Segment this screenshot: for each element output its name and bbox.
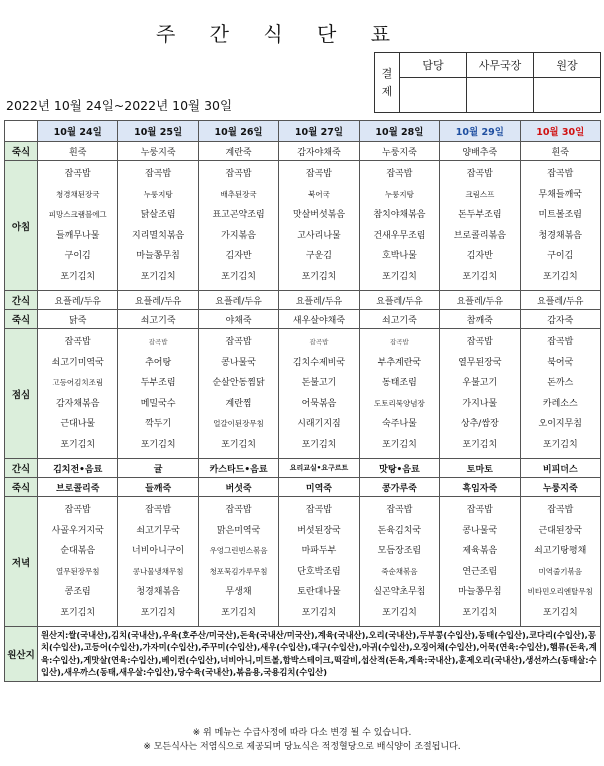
dinner-cell: [520, 497, 600, 627]
dinner-porridge-cell: 콩가루죽: [359, 478, 439, 497]
menu-item: 잡곡밥: [64, 169, 91, 179]
menu-item: 마늘쫑무침: [136, 251, 180, 261]
afternoon-snack-cell: 요리교실•요구르트: [279, 459, 359, 478]
menu-item: 가지나물: [462, 398, 498, 409]
footnote: ※ 모든식사는 저염식으로 제공되며 당뇨식은 적정혈당으로 배식양이 조절됩니다.: [143, 742, 461, 752]
menu-item: 호박나물: [382, 251, 417, 261]
menu-item: 포기김치: [382, 439, 417, 450]
menu-item: 쇠고기미역국: [51, 357, 104, 368]
menu-item: 사골우거지국: [51, 525, 104, 536]
table-corner: [5, 121, 38, 142]
menu-item: 누룽지탕: [384, 189, 414, 199]
menu-item: 가지볶음: [221, 230, 256, 241]
lunch-porridge-cell: 새우살야채죽: [279, 310, 359, 329]
menu-item: 우불고기: [462, 378, 498, 388]
menu-item: 모듬장조림: [377, 546, 422, 556]
menu-item: 포기김치: [542, 607, 578, 618]
menu-item: 청포묵김가루무침: [209, 566, 268, 576]
menu-item: 포기김치: [221, 607, 256, 618]
menu-item: 포기김치: [140, 271, 176, 282]
breakfast-cell: [198, 161, 278, 291]
lunch-porridge-cell: 닭죽: [38, 310, 118, 329]
menu-item: 얼갈이된장무침: [213, 419, 264, 428]
menu-item: 열무된장국: [458, 357, 502, 368]
menu-item: 잡곡밥: [305, 169, 333, 179]
approval-header-staff: 담당: [400, 53, 467, 78]
menu-item: 상추/쌈장: [460, 419, 499, 429]
menu-item: 포기김치: [60, 439, 96, 450]
breakfast-cell: [440, 161, 520, 291]
menu-item: 죽순채볶음: [381, 566, 418, 576]
lunch-cell: [279, 329, 359, 459]
menu-item: 콩나물국: [221, 357, 256, 368]
menu-item: 시래기지짐: [297, 419, 341, 429]
day-header-sunday: 10월 30일: [520, 121, 600, 142]
menu-item: 잡곡밥: [547, 169, 574, 179]
menu-item: 구이김: [64, 251, 91, 261]
menu-item: 마늘쫑무침: [458, 587, 502, 597]
menu-item: 깍두기: [145, 419, 172, 429]
menu-item: 잡곡밥: [309, 338, 329, 346]
afternoon-snack-cell: 귤: [118, 459, 198, 478]
menu-item: 들깨무나물: [55, 230, 100, 241]
menu-item: 잡곡밥: [64, 337, 91, 347]
menu-item: 잡곡밥: [389, 338, 409, 346]
menu-item: 잡곡밥: [225, 337, 252, 347]
afternoon-snack-cell: 카스타드•음료: [198, 459, 278, 478]
menu-item: 오이지무침: [538, 419, 582, 429]
menu-item: 근대나물: [60, 419, 96, 429]
dinner-cell: [279, 497, 359, 627]
breakfast-porridge-cell: 흰죽: [38, 142, 118, 161]
morning-snack-cell: 요플레/두유: [38, 291, 118, 310]
menu-item: 제육볶음: [462, 546, 498, 556]
dinner-cell: [198, 497, 278, 627]
menu-item: 실곤약초무침: [373, 587, 426, 597]
menu-item: 잡곡밥: [386, 169, 413, 179]
morning-snack-cell: 요플레/두유: [440, 291, 520, 310]
breakfast-cell: [118, 161, 198, 291]
menu-item: 잡곡밥: [466, 169, 493, 179]
dinner-porridge-cell: 브로콜리죽: [38, 478, 118, 497]
menu-item: 김자반: [466, 251, 493, 261]
menu-item: 토란대나물: [297, 587, 341, 597]
menu-item: 피망스크램블에그: [48, 210, 107, 219]
menu-item: 고등어김치조림: [52, 378, 104, 387]
breakfast-porridge-cell: 누룽지죽: [118, 142, 198, 161]
breakfast-porridge-cell: 계란죽: [198, 142, 278, 161]
menu-item: 무채들깨국: [538, 189, 582, 200]
breakfast-cell: [279, 161, 359, 291]
menu-item: 메밀국수: [140, 398, 176, 409]
menu-item: 마파두부: [301, 546, 337, 556]
row-label-origin: 원산지: [5, 627, 38, 682]
menu-item: 잡곡밥: [386, 505, 413, 515]
menu-item: 잡곡밥: [148, 338, 168, 346]
menu-item: 구운김: [305, 251, 333, 261]
menu-item: 포기김치: [542, 439, 578, 450]
menu-item: 포기김치: [301, 271, 337, 282]
lunch-cell: [38, 329, 118, 459]
menu-item: 쇠고기무국: [136, 525, 180, 536]
menu-item: 잡곡밥: [145, 505, 172, 515]
menu-item: 포기김치: [462, 607, 498, 618]
menu-item: 카레소스: [542, 398, 578, 409]
morning-snack-cell: 요플레/두유: [279, 291, 359, 310]
dinner-cell: [359, 497, 439, 627]
menu-item: 우엉그린빈스볶음: [209, 546, 268, 555]
lunch-porridge-cell: 야채죽: [198, 310, 278, 329]
row-label-porridge: 죽식: [5, 478, 38, 497]
menu-item: 포기김치: [462, 439, 498, 450]
menu-item: 돈불고기: [301, 378, 337, 388]
menu-item: 잡곡밥: [225, 505, 252, 515]
approval-sign-director: [534, 78, 601, 113]
row-label-snack: 간식: [5, 291, 38, 310]
menu-item: 잡곡밥: [64, 505, 91, 515]
day-header: 10월 24일: [38, 121, 118, 142]
menu-item: 잡곡밥: [547, 505, 574, 515]
approval-header-director: 원장: [534, 53, 601, 78]
menu-item: 잡곡밥: [305, 505, 333, 515]
menu-item: 잡곡밥: [225, 169, 252, 179]
lunch-porridge-cell: 쇠고기죽: [118, 310, 198, 329]
day-header: 10월 25일: [118, 121, 198, 142]
lunch-porridge-cell: 참깨죽: [440, 310, 520, 329]
menu-item: 비타민오리엔탈무침: [527, 587, 593, 596]
menu-item: 콩조림: [64, 587, 91, 597]
row-label-lunch: 점심: [5, 329, 38, 459]
day-header: 10월 26일: [198, 121, 278, 142]
menu-item: 북어국: [308, 189, 330, 199]
weekly-menu-table: [4, 120, 601, 682]
menu-item: 미트볼조림: [538, 210, 582, 220]
menu-item: 누룽지탕: [143, 189, 173, 199]
menu-item: 연근조림: [462, 566, 498, 577]
breakfast-porridge-cell: 양배추죽: [440, 142, 520, 161]
row-label-dinner: 저녁: [5, 497, 38, 627]
menu-item: 배추된장국: [220, 189, 257, 199]
lunch-cell: [359, 329, 439, 459]
menu-item: 지리멸치볶음: [132, 230, 185, 241]
approval-sign-staff: [400, 78, 467, 113]
menu-item: 미역줄기볶음: [538, 566, 582, 576]
breakfast-cell: [359, 161, 439, 291]
approval-sign-secretary: [467, 78, 534, 113]
breakfast-cell: [38, 161, 118, 291]
menu-item: 크림스프: [465, 189, 495, 199]
row-label-porridge: 죽식: [5, 142, 38, 161]
menu-item: 돈까스: [547, 378, 574, 388]
menu-item: 포기김치: [60, 271, 96, 282]
afternoon-snack-cell: 비피더스: [520, 459, 600, 478]
afternoon-snack-cell: 토마토: [440, 459, 520, 478]
menu-item: 버섯된장국: [297, 525, 341, 536]
lunch-cell: [440, 329, 520, 459]
dinner-cell: [440, 497, 520, 627]
day-header-saturday: 10월 29일: [440, 121, 520, 142]
menu-item: 콩나물국: [462, 525, 498, 536]
breakfast-porridge-cell: 누룽지죽: [359, 142, 439, 161]
menu-item: 포기김치: [301, 439, 337, 450]
menu-item: 숙주나물: [382, 419, 417, 429]
menu-item: 포기김치: [221, 271, 256, 282]
menu-item: 김치수제비국: [292, 357, 346, 368]
menu-item: 포기김치: [382, 271, 417, 282]
dinner-porridge-cell: 들깨죽: [118, 478, 198, 497]
menu-item: 열무된장무침: [55, 566, 100, 576]
approval-header-secretary: 사무국장: [467, 53, 534, 78]
page-title: 주 간 식 단 표: [155, 22, 405, 46]
menu-item: 포기김치: [140, 607, 176, 618]
menu-item: 부추계란국: [377, 357, 422, 368]
day-header: 10월 27일: [279, 121, 359, 142]
lunch-porridge-cell: 쇠고기죽: [359, 310, 439, 329]
dinner-porridge-cell: 미역죽: [279, 478, 359, 497]
menu-item: 포기김치: [60, 607, 96, 618]
menu-item: 고사리나물: [297, 230, 341, 241]
dinner-cell: [118, 497, 198, 627]
morning-snack-cell: 요플레/두유: [198, 291, 278, 310]
dinner-porridge-cell: 누룽지죽: [520, 478, 600, 497]
menu-item: 포기김치: [301, 607, 337, 618]
menu-item: 잡곡밥: [547, 337, 574, 347]
menu-item: 청경채볶음: [136, 587, 180, 597]
menu-item: 감자채볶음: [55, 398, 100, 409]
menu-item: 김자반: [225, 251, 252, 261]
lunch-cell: [520, 329, 600, 459]
day-header: 10월 28일: [359, 121, 439, 142]
menu-item: 어묵볶음: [301, 398, 337, 409]
menu-item: 계란찜: [225, 398, 252, 409]
menu-item: 맛살버섯볶음: [292, 210, 346, 220]
menu-item: 북어국: [547, 357, 574, 368]
menu-item: 돈육김치국: [377, 525, 422, 536]
menu-item: 구이김: [547, 251, 574, 261]
menu-item: 잡곡밥: [466, 337, 493, 347]
menu-item: 청경채볶음: [538, 230, 582, 241]
dinner-cell: [38, 497, 118, 627]
breakfast-cell: [520, 161, 600, 291]
menu-item: 너비아니구이: [132, 546, 185, 556]
dinner-porridge-cell: 흑임자죽: [440, 478, 520, 497]
menu-item: 근대된장국: [538, 525, 582, 536]
menu-item: 닭살조림: [140, 210, 176, 220]
afternoon-snack-cell: 맛탕•음료: [359, 459, 439, 478]
lunch-porridge-cell: 감자죽: [520, 310, 600, 329]
menu-item: 브로콜리볶음: [453, 230, 506, 241]
menu-item: 순살안동찜닭: [212, 378, 265, 388]
row-label-breakfast: 아침: [5, 161, 38, 291]
menu-item: 포기김치: [221, 439, 256, 450]
breakfast-porridge-cell: 흰죽: [520, 142, 600, 161]
lunch-cell: [198, 329, 278, 459]
menu-item: 무생채: [225, 587, 252, 597]
morning-snack-cell: 요플레/두유: [359, 291, 439, 310]
menu-item: 콩나물냉채무침: [132, 566, 184, 576]
origin-info: 원산지:쌀(국내산),김치(국내산),우육(호주산/미국산),돈육(국내산/미국산),계육(국내산),오리(국내산),두부콩(수입산),동태(수입산),코다리(수입산),꽁치(수입산),고등어(수입산),가자미(수입산),주꾸미(수입산),새우(수입산),대구(수입산),아귀(수입산),오징어채(수입산),어묵(연육:수입산),햄류(돈육,계육:수입산),게맛살(연육:수입산),베이컨(수입산),너비아니,미트볼,함박스테이크,떡갈비,섭산적(돈육,계육:국내산),훈제오리(국내산),생선까스(동태살:수입산),새우까스(동태,새우살:수입산),당수육(국내산),볶음용,국용김치(수입산): [38, 627, 601, 682]
footnote: ※ 위 메뉴는 수급사정에 따라 다소 변경 될 수 있습니다.: [192, 728, 412, 738]
approval-box: [374, 52, 601, 113]
menu-item: 참치야채볶음: [373, 210, 426, 220]
menu-item: 잡곡밥: [466, 505, 493, 515]
lunch-cell: [118, 329, 198, 459]
menu-item: 잡곡밥: [145, 169, 172, 179]
row-label-snack: 간식: [5, 459, 38, 478]
menu-item: 포기김치: [542, 271, 578, 282]
dinner-porridge-cell: 버섯죽: [198, 478, 278, 497]
menu-period: 2022년 10월 24일~2022년 10월 30일: [6, 98, 233, 113]
menu-item: 추어탕: [145, 357, 172, 368]
menu-item: 돈두부조림: [458, 210, 502, 220]
menu-item: 청경채된장국: [55, 189, 100, 199]
row-label-porridge: 죽식: [5, 310, 38, 329]
breakfast-porridge-cell: 감자야채죽: [279, 142, 359, 161]
menu-item: 표고곤약조림: [212, 210, 265, 220]
menu-item: 동태조림: [382, 378, 417, 388]
menu-item: 포기김치: [462, 271, 498, 282]
menu-item: 쇠고기탕평채: [534, 546, 587, 556]
menu-item: 단호박조림: [297, 566, 341, 577]
menu-item: 맑은미역국: [216, 525, 261, 536]
menu-item: 순대볶음: [60, 546, 96, 556]
menu-item: 도토리묵양념장: [374, 398, 425, 408]
menu-item: 두부조림: [140, 378, 176, 388]
morning-snack-cell: 요플레/두유: [520, 291, 600, 310]
menu-item: 포기김치: [382, 607, 417, 618]
menu-item: 포기김치: [140, 439, 176, 450]
approval-label: 결 제: [375, 53, 400, 113]
morning-snack-cell: 요플레/두유: [118, 291, 198, 310]
menu-item: 건새우무조림: [373, 230, 426, 241]
afternoon-snack-cell: 김치전•음료: [38, 459, 118, 478]
